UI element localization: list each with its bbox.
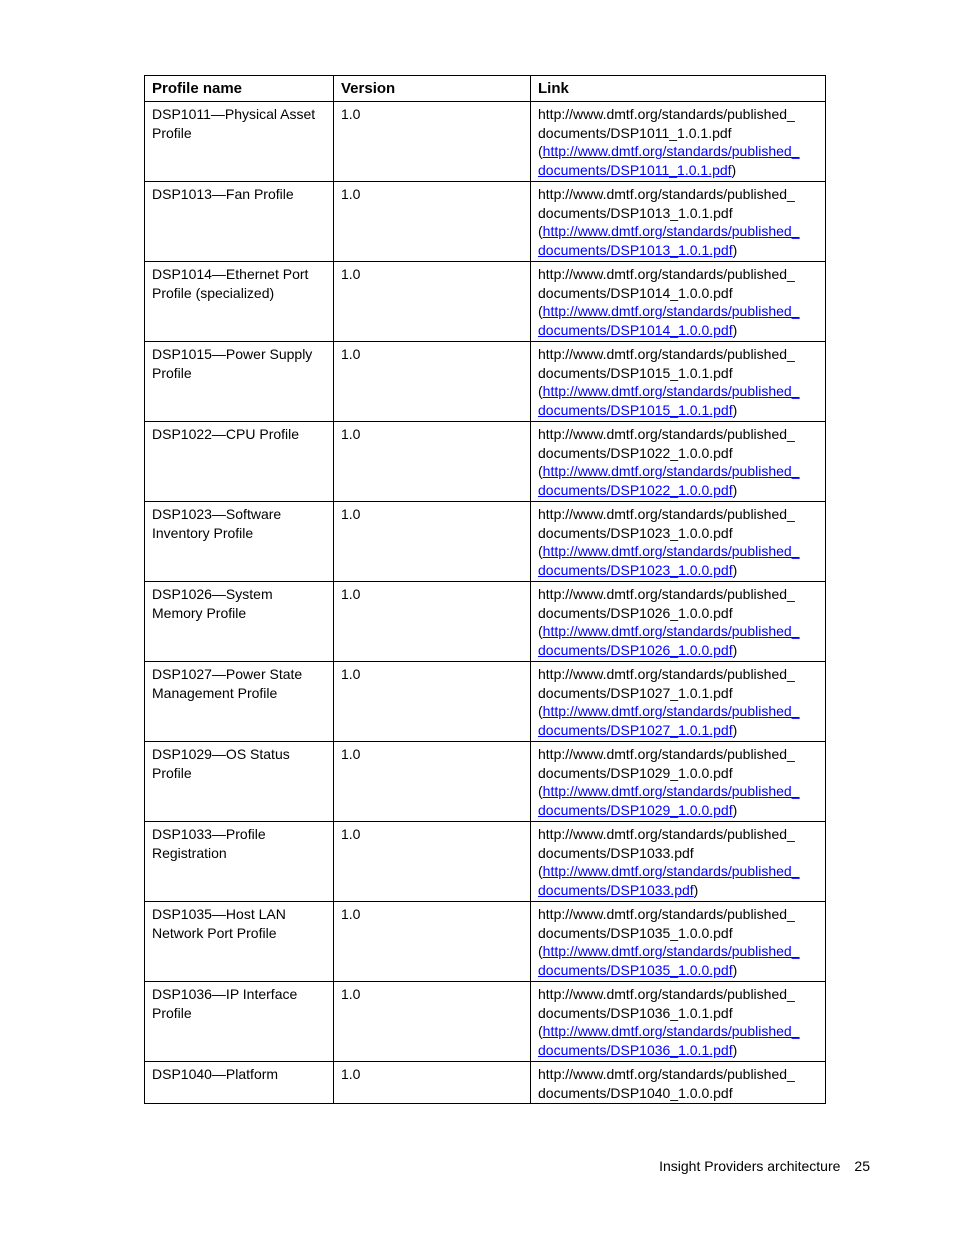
header-profile-name: Profile name bbox=[145, 76, 334, 102]
footer-section-title: Insight Providers architecture bbox=[659, 1158, 841, 1174]
version-cell: 1.0 bbox=[334, 742, 531, 822]
profile-hyperlink[interactable]: http://www.dmtf.org/standards/published_ bbox=[542, 1023, 800, 1039]
profile-hyperlink[interactable]: documents/DSP1035_1.0.0.pdf bbox=[538, 961, 733, 978]
hyperlink-line-1: (http://www.dmtf.org/standards/published_ bbox=[538, 143, 800, 159]
profile-hyperlink[interactable]: http://www.dmtf.org/standards/published_ bbox=[542, 703, 800, 719]
profile-hyperlink[interactable]: documents/DSP1027_1.0.1.pdf bbox=[538, 721, 733, 738]
hyperlink-line-2: documents/DSP1036_1.0.1.pdf) bbox=[538, 1041, 738, 1058]
profile-hyperlink[interactable]: http://www.dmtf.org/standards/published_ bbox=[542, 383, 800, 399]
url-text-line-1: http://www.dmtf.org/standards/published_ bbox=[538, 906, 795, 922]
profile-hyperlink[interactable]: documents/DSP1023_1.0.0.pdf bbox=[538, 561, 733, 578]
hyperlink-line-2: documents/DSP1035_1.0.0.pdf) bbox=[538, 961, 738, 978]
profile-hyperlink[interactable]: http://www.dmtf.org/standards/published_ bbox=[542, 863, 800, 879]
url-text-line-2: documents/DSP1015_1.0.1.pdf bbox=[538, 364, 733, 381]
url-text-line-2: documents/DSP1033.pdf bbox=[538, 844, 694, 861]
header-version: Version bbox=[334, 76, 531, 102]
url-text-line-2: documents/DSP1026_1.0.0.pdf bbox=[538, 604, 733, 621]
hyperlink-line-1: (http://www.dmtf.org/standards/published_ bbox=[538, 383, 800, 399]
profile-name-cell: DSP1011—Physical Asset Profile bbox=[145, 102, 334, 182]
version-cell: 1.0 bbox=[334, 1062, 531, 1104]
hyperlink-line-1: (http://www.dmtf.org/standards/published_ bbox=[538, 703, 800, 719]
hyperlink-line-1: (http://www.dmtf.org/standards/published_ bbox=[538, 863, 800, 879]
profile-name-cell: DSP1036—IP Interface Profile bbox=[145, 982, 334, 1062]
table-row bbox=[145, 742, 826, 822]
table-row bbox=[145, 262, 826, 342]
profile-hyperlink[interactable]: documents/DSP1029_1.0.0.pdf bbox=[538, 801, 733, 818]
table-row bbox=[145, 662, 826, 742]
hyperlink-line-1: (http://www.dmtf.org/standards/published_ bbox=[538, 543, 800, 559]
profile-name-cell: DSP1027—Power State Management Profile bbox=[145, 662, 334, 742]
link-cell bbox=[531, 742, 826, 822]
link-cell bbox=[531, 102, 826, 182]
url-text-line-2: documents/DSP1035_1.0.0.pdf bbox=[538, 924, 733, 941]
version-cell: 1.0 bbox=[334, 822, 531, 902]
table-body bbox=[145, 102, 826, 1104]
table-row bbox=[145, 102, 826, 182]
profile-name-cell: DSP1029—OS Status Profile bbox=[145, 742, 334, 822]
version-cell: 1.0 bbox=[334, 262, 531, 342]
profile-hyperlink[interactable]: documents/DSP1015_1.0.1.pdf bbox=[538, 401, 733, 418]
table-row bbox=[145, 582, 826, 662]
version-cell: 1.0 bbox=[334, 982, 531, 1062]
profile-hyperlink[interactable]: http://www.dmtf.org/standards/published_ bbox=[542, 543, 800, 559]
link-cell bbox=[531, 902, 826, 982]
version-cell: 1.0 bbox=[334, 102, 531, 182]
profile-hyperlink[interactable]: documents/DSP1011_1.0.1.pdf bbox=[538, 161, 732, 178]
link-cell bbox=[531, 422, 826, 502]
url-text-line-1: http://www.dmtf.org/standards/published_ bbox=[538, 186, 795, 202]
table-header-row bbox=[145, 76, 826, 102]
url-text-line-2: documents/DSP1036_1.0.1.pdf bbox=[538, 1004, 733, 1021]
url-text-line-2: documents/DSP1022_1.0.0.pdf bbox=[538, 444, 733, 461]
hyperlink-line-1: (http://www.dmtf.org/standards/published_ bbox=[538, 1023, 800, 1039]
profile-hyperlink[interactable]: http://www.dmtf.org/standards/published_ bbox=[542, 943, 800, 959]
url-text-line-1: http://www.dmtf.org/standards/published_ bbox=[538, 666, 795, 682]
hyperlink-line-2: documents/DSP1015_1.0.1.pdf) bbox=[538, 401, 738, 418]
url-text-line-2: documents/DSP1023_1.0.0.pdf bbox=[538, 524, 733, 541]
url-text-line-1: http://www.dmtf.org/standards/published_ bbox=[538, 426, 795, 442]
table-row bbox=[145, 182, 826, 262]
profile-name-cell: DSP1023—Software Inventory Profile bbox=[145, 502, 334, 582]
link-cell bbox=[531, 662, 826, 742]
hyperlink-line-1: (http://www.dmtf.org/standards/published_ bbox=[538, 783, 800, 799]
table-row bbox=[145, 502, 826, 582]
profile-name-cell: DSP1015—Power Supply Profile bbox=[145, 342, 334, 422]
hyperlink-line-2: documents/DSP1022_1.0.0.pdf) bbox=[538, 481, 738, 498]
hyperlink-line-1: (http://www.dmtf.org/standards/published_ bbox=[538, 463, 800, 479]
profile-hyperlink[interactable]: http://www.dmtf.org/standards/published_ bbox=[542, 223, 800, 239]
link-cell bbox=[531, 262, 826, 342]
table-row bbox=[145, 1062, 826, 1104]
url-text-line-1: http://www.dmtf.org/standards/published_ bbox=[538, 746, 795, 762]
profile-hyperlink[interactable]: http://www.dmtf.org/standards/published_ bbox=[542, 303, 800, 319]
page-footer bbox=[659, 1158, 870, 1174]
version-cell: 1.0 bbox=[334, 502, 531, 582]
url-text-line-1: http://www.dmtf.org/standards/published_ bbox=[538, 266, 795, 282]
hyperlink-line-1: (http://www.dmtf.org/standards/published_ bbox=[538, 623, 800, 639]
profile-hyperlink[interactable]: documents/DSP1022_1.0.0.pdf bbox=[538, 481, 733, 498]
url-text-line-1: http://www.dmtf.org/standards/published_ bbox=[538, 826, 795, 842]
profile-hyperlink[interactable]: documents/DSP1026_1.0.0.pdf bbox=[538, 641, 733, 658]
hyperlink-line-1: (http://www.dmtf.org/standards/published_ bbox=[538, 223, 800, 239]
version-cell: 1.0 bbox=[334, 182, 531, 262]
url-text-line-1: http://www.dmtf.org/standards/published_ bbox=[538, 586, 795, 602]
link-cell bbox=[531, 982, 826, 1062]
url-text-line-1: http://www.dmtf.org/standards/published_ bbox=[538, 106, 795, 122]
profile-hyperlink[interactable]: http://www.dmtf.org/standards/published_ bbox=[542, 143, 800, 159]
link-cell bbox=[531, 582, 826, 662]
url-text-line-2: documents/DSP1029_1.0.0.pdf bbox=[538, 764, 733, 781]
profile-hyperlink[interactable]: http://www.dmtf.org/standards/published_ bbox=[542, 463, 800, 479]
profile-name-cell: DSP1035—Host LAN Network Port Profile bbox=[145, 902, 334, 982]
hyperlink-line-2: documents/DSP1029_1.0.0.pdf) bbox=[538, 801, 738, 818]
version-cell: 1.0 bbox=[334, 902, 531, 982]
profiles-table bbox=[144, 75, 826, 1104]
url-text-line-1: http://www.dmtf.org/standards/published_ bbox=[538, 506, 795, 522]
hyperlink-line-2: documents/DSP1027_1.0.1.pdf) bbox=[538, 721, 738, 738]
version-cell: 1.0 bbox=[334, 342, 531, 422]
url-text-line-2: documents/DSP1040_1.0.0.pdf bbox=[538, 1084, 733, 1101]
profile-name-cell: DSP1026—System Memory Profile bbox=[145, 582, 334, 662]
hyperlink-line-2: documents/DSP1033.pdf) bbox=[538, 881, 699, 898]
version-cell: 1.0 bbox=[334, 422, 531, 502]
url-text-line-2: documents/DSP1013_1.0.1.pdf bbox=[538, 204, 733, 221]
hyperlink-line-2: documents/DSP1026_1.0.0.pdf) bbox=[538, 641, 738, 658]
profile-name-cell: DSP1040—Platform bbox=[145, 1062, 334, 1104]
profile-hyperlink[interactable]: documents/DSP1014_1.0.0.pdf bbox=[538, 321, 733, 338]
page-number: 25 bbox=[854, 1158, 870, 1174]
table-row bbox=[145, 422, 826, 502]
link-cell bbox=[531, 822, 826, 902]
profile-hyperlink[interactable]: documents/DSP1013_1.0.1.pdf bbox=[538, 241, 733, 258]
profile-hyperlink[interactable]: http://www.dmtf.org/standards/published_ bbox=[542, 623, 800, 639]
url-text-line-1: http://www.dmtf.org/standards/published_ bbox=[538, 346, 795, 362]
profile-hyperlink[interactable]: http://www.dmtf.org/standards/published_ bbox=[542, 783, 800, 799]
link-cell bbox=[531, 342, 826, 422]
header-link: Link bbox=[531, 76, 826, 102]
hyperlink-line-2: documents/DSP1014_1.0.0.pdf) bbox=[538, 321, 738, 338]
profile-name-cell: DSP1022—CPU Profile bbox=[145, 422, 334, 502]
profile-name-cell: DSP1033—Profile Registration bbox=[145, 822, 334, 902]
url-text-line-2: documents/DSP1011_1.0.1.pdf bbox=[538, 124, 732, 141]
hyperlink-line-2: documents/DSP1011_1.0.1.pdf) bbox=[538, 161, 737, 178]
url-text-line-2: documents/DSP1027_1.0.1.pdf bbox=[538, 684, 733, 701]
profile-hyperlink[interactable]: documents/DSP1033.pdf bbox=[538, 881, 694, 898]
version-cell: 1.0 bbox=[334, 662, 531, 742]
url-text-line-1: http://www.dmtf.org/standards/published_ bbox=[538, 986, 795, 1002]
version-cell: 1.0 bbox=[334, 582, 531, 662]
profile-name-cell: DSP1013—Fan Profile bbox=[145, 182, 334, 262]
table-row bbox=[145, 822, 826, 902]
url-text-line-2: documents/DSP1014_1.0.0.pdf bbox=[538, 284, 733, 301]
hyperlink-line-2: documents/DSP1023_1.0.0.pdf) bbox=[538, 561, 738, 578]
link-cell bbox=[531, 502, 826, 582]
url-text-line-1: http://www.dmtf.org/standards/published_ bbox=[538, 1066, 795, 1082]
profile-hyperlink[interactable]: documents/DSP1036_1.0.1.pdf bbox=[538, 1041, 733, 1058]
profile-name-cell: DSP1014—Ethernet Port Profile (specialized) bbox=[145, 262, 334, 342]
link-cell bbox=[531, 182, 826, 262]
hyperlink-line-2: documents/DSP1013_1.0.1.pdf) bbox=[538, 241, 738, 258]
hyperlink-line-1: (http://www.dmtf.org/standards/published_ bbox=[538, 943, 800, 959]
table-row bbox=[145, 902, 826, 982]
link-cell bbox=[531, 1062, 826, 1104]
hyperlink-line-1: (http://www.dmtf.org/standards/published_ bbox=[538, 303, 800, 319]
table-row bbox=[145, 342, 826, 422]
table-row bbox=[145, 982, 826, 1062]
